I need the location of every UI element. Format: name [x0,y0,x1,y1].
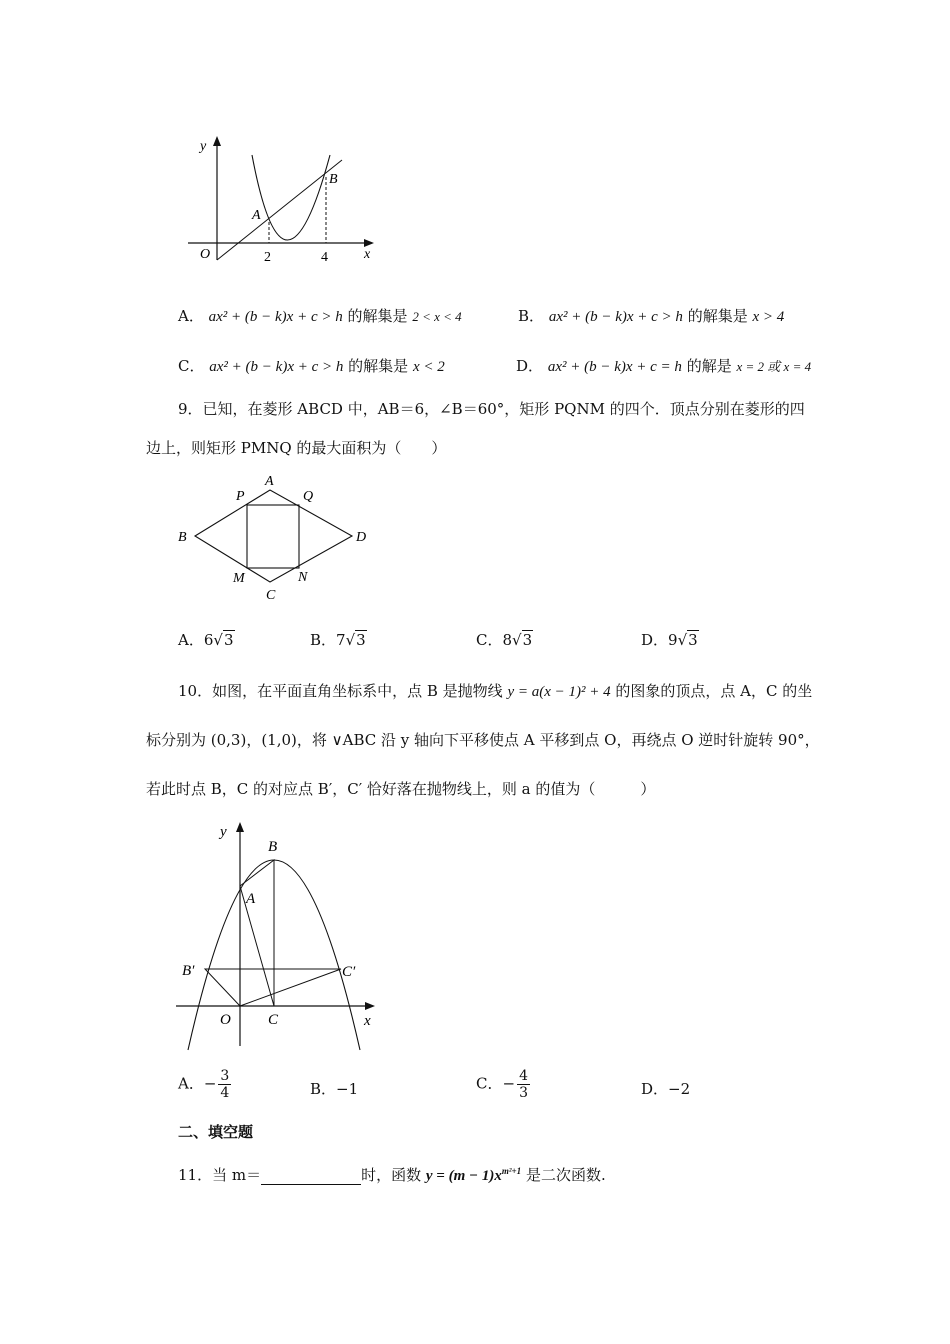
q9-text-line1: 9．已知，在菱形 ABCD 中，AB＝6，∠B＝60°，矩形 PQNM 的四个．顶点分别在菱形的四 [178,400,805,418]
q10-option-a[interactable]: A．− $\frac{3}{4}$ [178,1068,230,1101]
q8-label-x: x [364,247,371,262]
q9-option-c[interactable]: C．8√3 [476,631,533,649]
q8-expr: ax² + (b − k)x + c > h [208,309,343,325]
q10-label-a: A [246,891,256,907]
q9-label-b: B [178,530,187,545]
q9-label-d: D [356,530,367,545]
q8-option-a[interactable]: A． ax² + (b − k)x + c > h 的解集是 2 < x < 4 [178,307,462,325]
q10-label-o: O [220,1012,231,1028]
q8-line [217,160,342,260]
q10-option-b[interactable]: B．−1 [310,1080,359,1098]
q8-expr: ax² + (b − k)x + c > h [209,359,344,375]
q8-option-b[interactable]: B． ax² + (b − k)x + c > h 的解集是 x > 4 [518,307,785,325]
q9-label-c: C [266,588,276,603]
q9-figure [170,470,380,605]
q10-option-a-fraction: $\frac{3}{4}$ [220,1068,230,1101]
q10-option-c-fraction: $\frac{4}{3}$ [519,1068,528,1101]
q8-label-b: B [329,172,338,187]
q10-label-y: y [220,824,227,840]
q8-tick-4: 4 [321,250,328,265]
q10-label-c: C [268,1012,279,1028]
q10-text-line2: 标分别为 (0,3)，(1,0)，将 ∨ABC 沿 y 轴向下平移使点 A 平移到点 O，再绕点 O 逆时针旋转 90°， [146,731,820,749]
q9-label-m: M [233,571,245,586]
q8-label-o: O [200,247,211,262]
q8-parabola [252,155,330,240]
q8-expr: ax² + (b − k)x + c = h [547,359,682,375]
q11-expr: $y = (m - 1)x^{m^2+1}$ [425,1166,522,1184]
section-title-fill-in: 二、填空题 [178,1123,254,1141]
q10-label-c-prime: C′ [342,964,356,980]
q11-answer-blank[interactable] [261,1168,361,1185]
q10-label-b: B [268,839,278,855]
q9-label-q: Q [303,489,314,504]
q9-rectangle [247,505,299,568]
q11-text: 11．当 m＝ 时，函数 $y = (m - 1)x^{m^2+1}$ 是二次函数. [178,1166,606,1184]
q10-triangle-obc-prime [205,969,341,1006]
q8-option-d[interactable]: D． ax² + (b − k)x + c = h 的解是 x = 2 或 x = 4 [516,357,812,375]
q8-label-y: y [200,139,207,154]
q8-tick-2: 2 [264,250,271,265]
q10-figure [170,818,385,1058]
q9-label-p: P [236,489,245,504]
q8-figure [180,130,390,270]
q9-text-line2: 边上，则矩形 PMNQ 的最大面积为（ ） [146,439,447,457]
q10-label-x: x [364,1013,371,1029]
q8-label-a: A [252,208,261,223]
q8-expr: ax² + (b − k)x + c > h [548,309,683,325]
q9-label-a: A [265,474,274,489]
q10-option-c[interactable]: C．− $\frac{4}{3}$ [476,1068,528,1101]
q9-option-b[interactable]: B．7√3 [310,631,366,649]
q10-text-line3: 若此时点 B，C 的对应点 B′，C′ 恰好落在抛物线上，则 a 的值为（ ） [146,780,656,798]
q9-label-n: N [298,570,308,585]
q10-text-line1: 10．如图，在平面直角坐标系中，点 B 是抛物线 y = a(x − 1)² + 4 的图象的顶点，点 A，C 的坐 [178,682,813,700]
q8-option-c[interactable]: C． ax² + (b − k)x + c > h 的解集是 x < 2 [178,357,445,375]
q10-triangle-abc [240,860,274,1006]
q9-option-d[interactable]: D．9√3 [641,631,698,649]
q10-label-b-prime: B′ [182,963,195,979]
q9-option-a[interactable]: A．6√3 [178,631,234,649]
q10-option-d[interactable]: D．−2 [641,1080,691,1098]
q10-parabola-expr: y = a(x − 1)² + 4 [507,684,611,700]
